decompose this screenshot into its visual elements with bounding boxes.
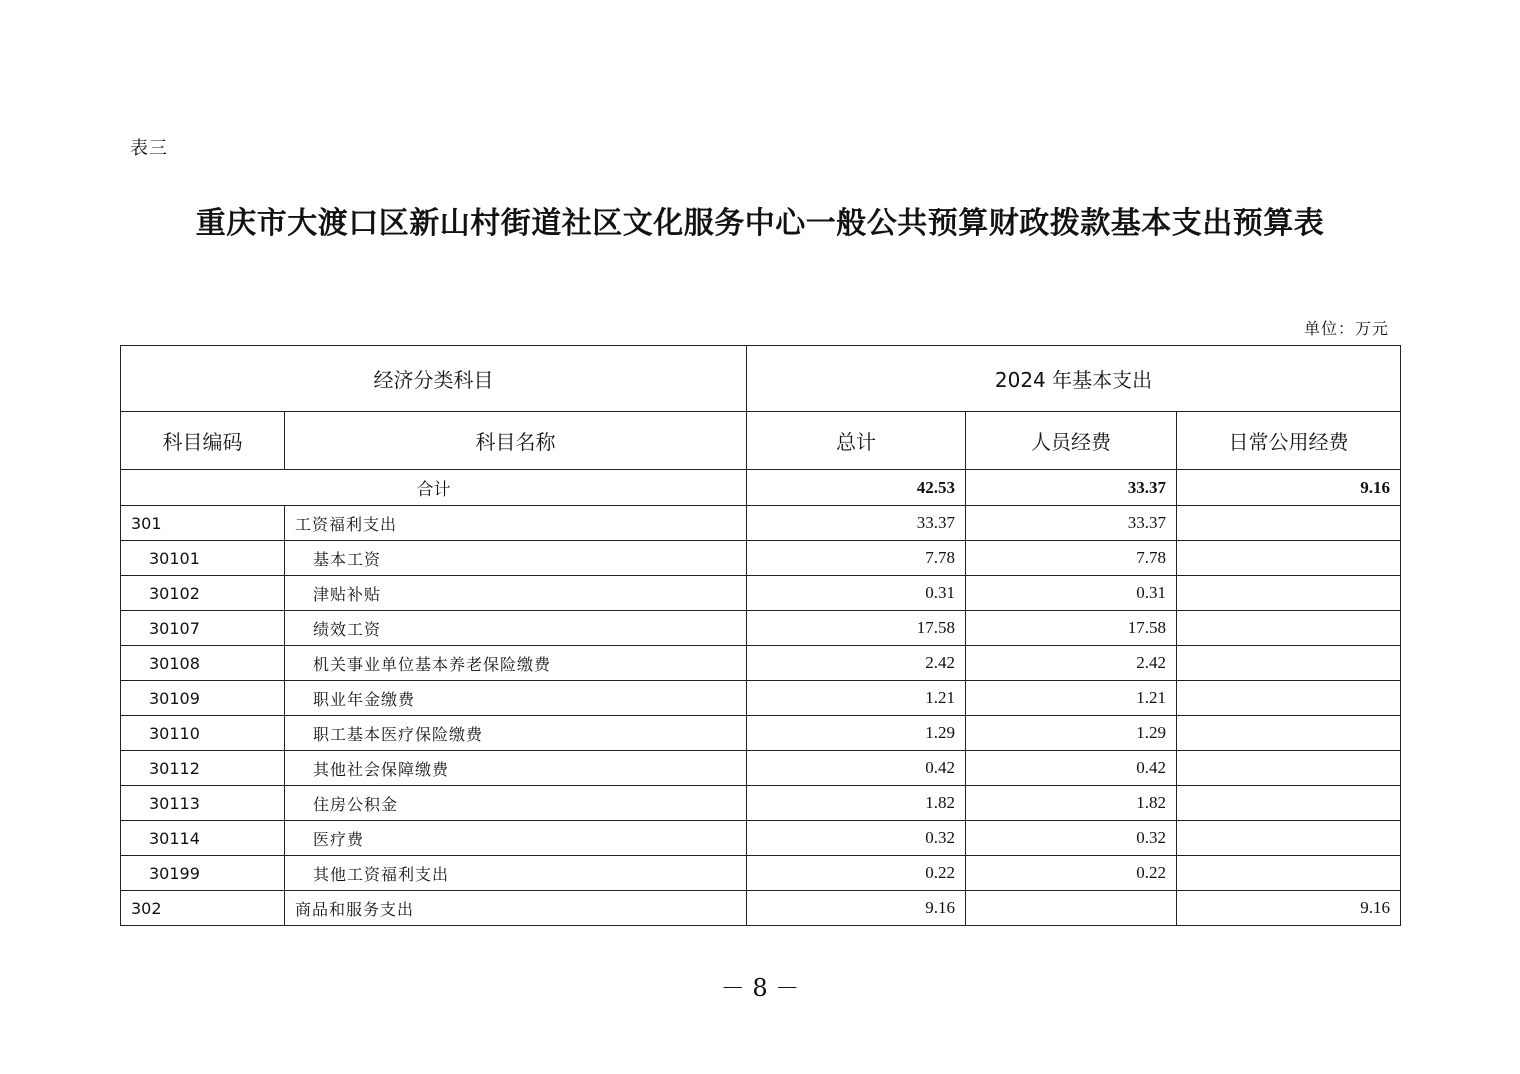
- row-total: 0.42: [747, 751, 966, 786]
- row-code: 30109: [121, 681, 285, 716]
- row-public: [1177, 821, 1401, 856]
- row-name: 津贴补贴: [285, 576, 747, 611]
- row-personnel: 2.42: [966, 646, 1177, 681]
- row-public: [1177, 786, 1401, 821]
- row-personnel: 0.42: [966, 751, 1177, 786]
- row-personnel: 33.37: [966, 506, 1177, 541]
- group-header-basic-expenditure: 2024 年基本支出: [747, 346, 1401, 412]
- group-header-row: [121, 346, 1401, 412]
- row-total: 1.29: [747, 716, 966, 751]
- column-header-row: [121, 412, 1401, 470]
- row-name: 绩效工资: [285, 611, 747, 646]
- row-personnel: 0.32: [966, 821, 1177, 856]
- row-personnel: 0.31: [966, 576, 1177, 611]
- table-row: [121, 611, 1401, 646]
- row-public: [1177, 716, 1401, 751]
- row-public: 9.16: [1177, 891, 1401, 926]
- row-name: 商品和服务支出: [285, 891, 747, 926]
- table-row: [121, 646, 1401, 681]
- row-personnel: 7.78: [966, 541, 1177, 576]
- row-personnel: [966, 891, 1177, 926]
- row-public: [1177, 611, 1401, 646]
- row-name: 基本工资: [285, 541, 747, 576]
- row-name: 职工基本医疗保险缴费: [285, 716, 747, 751]
- budget-table: [120, 345, 1401, 926]
- total-cell: 42.53: [747, 470, 966, 506]
- row-name: 职业年金缴费: [285, 681, 747, 716]
- table-label: 表三: [130, 138, 168, 159]
- row-code: 30108: [121, 646, 285, 681]
- table-row: [121, 751, 1401, 786]
- document-title: 重庆市大渡口区新山村街道社区文化服务中心一般公共预算财政拨款基本支出预算表: [195, 206, 1325, 241]
- row-total: 33.37: [747, 506, 966, 541]
- table-row: [121, 716, 1401, 751]
- row-name: 机关事业单位基本养老保险缴费: [285, 646, 747, 681]
- row-personnel: 1.21: [966, 681, 1177, 716]
- total-label: 合计: [121, 470, 747, 506]
- row-code: 30114: [121, 821, 285, 856]
- row-name: 其他社会保障缴费: [285, 751, 747, 786]
- row-public: [1177, 856, 1401, 891]
- row-code: 302: [121, 891, 285, 926]
- column-header-public: 日常公用经费: [1177, 412, 1401, 470]
- total-personnel-cell: 33.37: [966, 470, 1177, 506]
- row-total: 0.32: [747, 821, 966, 856]
- table-row: [121, 821, 1401, 856]
- table-row: [121, 576, 1401, 611]
- column-header-total: 总计: [747, 412, 966, 470]
- row-public: [1177, 751, 1401, 786]
- total-public-cell: 9.16: [1177, 470, 1401, 506]
- row-code: 30101: [121, 541, 285, 576]
- table-row: [121, 681, 1401, 716]
- table-row: [121, 891, 1401, 926]
- row-public: [1177, 646, 1401, 681]
- row-personnel: 0.22: [966, 856, 1177, 891]
- row-code: 30102: [121, 576, 285, 611]
- row-personnel: 1.29: [966, 716, 1177, 751]
- row-total: 1.82: [747, 786, 966, 821]
- row-code: 30113: [121, 786, 285, 821]
- row-name: 工资福利支出: [285, 506, 747, 541]
- row-total: 1.21: [747, 681, 966, 716]
- row-name: 医疗费: [285, 821, 747, 856]
- column-header-code: 科目编码: [121, 412, 285, 470]
- group-header-economic-classification: 经济分类科目: [121, 346, 747, 412]
- total-row: [121, 470, 1401, 506]
- table-row: [121, 506, 1401, 541]
- row-code: 301: [121, 506, 285, 541]
- row-personnel: 1.82: [966, 786, 1177, 821]
- row-public: [1177, 541, 1401, 576]
- row-total: 0.31: [747, 576, 966, 611]
- column-header-name: 科目名称: [285, 412, 747, 470]
- table-row: [121, 541, 1401, 576]
- row-total: 2.42: [747, 646, 966, 681]
- row-code: 30112: [121, 751, 285, 786]
- row-code: 30107: [121, 611, 285, 646]
- row-public: [1177, 576, 1401, 611]
- row-public: [1177, 681, 1401, 716]
- row-code: 30110: [121, 716, 285, 751]
- table-row: [121, 786, 1401, 821]
- row-name: 其他工资福利支出: [285, 856, 747, 891]
- row-total: 9.16: [747, 891, 966, 926]
- unit-note: 单位：万元: [1303, 319, 1389, 338]
- column-header-personnel: 人员经费: [966, 412, 1177, 470]
- row-total: 17.58: [747, 611, 966, 646]
- page-number: － 8 －: [720, 974, 800, 1002]
- row-total: 0.22: [747, 856, 966, 891]
- table-row: [121, 856, 1401, 891]
- row-total: 7.78: [747, 541, 966, 576]
- row-name: 住房公积金: [285, 786, 747, 821]
- row-personnel: 17.58: [966, 611, 1177, 646]
- row-code: 30199: [121, 856, 285, 891]
- row-public: [1177, 506, 1401, 541]
